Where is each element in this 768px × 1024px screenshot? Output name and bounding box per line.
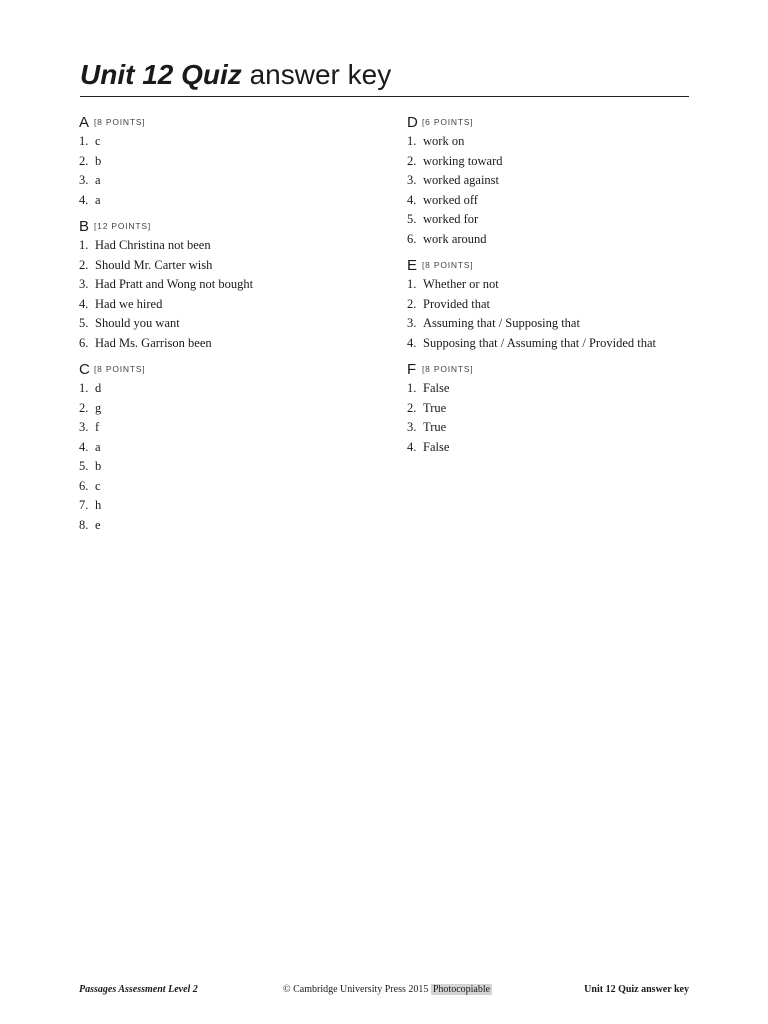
answer-text: True (423, 400, 447, 415)
answer-item (407, 132, 697, 152)
page-title-bold: Unit 12 Quiz (80, 59, 242, 90)
answer-item (79, 418, 379, 438)
answer-number: 6. (79, 335, 89, 350)
answer-item (79, 334, 379, 354)
answer-number: 1. (79, 381, 89, 395)
answer-item (79, 132, 379, 152)
answer-item (407, 418, 697, 438)
answer-text: h (95, 498, 102, 512)
answer-number: 4. (407, 439, 417, 454)
section-b (79, 217, 379, 353)
footer-unit-label: Unit 12 Quiz answer key (584, 984, 689, 995)
answer-list (407, 275, 697, 353)
section-letter: F (407, 361, 417, 378)
answer-number: 3. (407, 420, 417, 434)
answer-number: 7. (79, 498, 89, 512)
answer-text: Provided that (423, 296, 491, 311)
answer-item (79, 171, 379, 191)
answer-item (79, 399, 379, 419)
answer-item (407, 334, 697, 354)
answer-item (79, 256, 379, 276)
answer-text: g (95, 400, 102, 415)
answer-number: 6. (79, 478, 89, 493)
answer-item (407, 379, 697, 399)
answer-text: Supposing that / Assuming that / Provided that (423, 335, 656, 350)
answer-number: 5. (79, 316, 89, 330)
answer-text: f (95, 420, 100, 434)
section-letter: D (407, 114, 418, 131)
answer-number: 3. (407, 173, 417, 187)
answer-text: e (95, 517, 101, 532)
section-points: [8 POINTS] (94, 364, 146, 374)
section-letter: B (79, 218, 90, 235)
answer-item (79, 152, 379, 172)
footer-copyright-text: © Cambridge University Press 2015 (283, 984, 429, 995)
answer-number: 8. (79, 517, 89, 532)
answer-text: False (423, 439, 450, 454)
answer-text: Should you want (95, 316, 180, 330)
answer-text: True (423, 420, 447, 434)
answer-number: 3. (79, 277, 89, 291)
answer-list (79, 379, 379, 535)
answer-item (79, 379, 379, 399)
right-column (407, 113, 697, 464)
answer-item (79, 295, 379, 315)
answer-number: 3. (79, 420, 89, 434)
answer-item (79, 275, 379, 295)
answer-item (407, 230, 697, 250)
answer-item (79, 457, 379, 477)
answer-number: 2. (79, 257, 89, 272)
answer-number: 1. (407, 134, 417, 148)
section-header (79, 360, 379, 379)
answer-number: 2. (79, 153, 89, 168)
footer-book-title: Passages Assessment Level 2 (79, 984, 198, 995)
answer-text: b (95, 459, 102, 473)
answer-text: work around (423, 231, 487, 246)
answer-list (79, 236, 379, 353)
answer-item (79, 516, 379, 536)
answer-item (79, 438, 379, 458)
answer-number: 5. (79, 459, 89, 473)
footer-copyright (283, 982, 492, 998)
answer-item (407, 438, 697, 458)
section-points: [8 POINTS] (94, 117, 146, 127)
answer-text: False (423, 381, 450, 395)
answer-number: 2. (407, 153, 417, 168)
section-header (407, 360, 697, 379)
section-points: [6 POINTS] (422, 117, 474, 127)
answer-item (79, 477, 379, 497)
section-a (79, 113, 379, 210)
answer-text: a (95, 439, 101, 454)
section-points: [8 POINTS] (422, 364, 474, 374)
answer-text: c (95, 478, 101, 493)
answer-number: 2. (79, 400, 89, 415)
answer-number: 4. (79, 296, 89, 311)
section-header (407, 256, 697, 275)
answer-number: 1. (79, 238, 89, 252)
page-title (80, 58, 689, 97)
answer-item (407, 191, 697, 211)
section-points: [12 POINTS] (94, 221, 151, 231)
answer-item (79, 236, 379, 256)
answer-text: worked off (423, 192, 478, 207)
answer-number: 6. (407, 231, 417, 246)
section-header (407, 113, 697, 132)
answer-text: Had Christina not been (95, 238, 211, 252)
answer-item (407, 314, 697, 334)
answer-text: Assuming that / Supposing that (423, 316, 580, 330)
answer-text: a (95, 192, 101, 207)
page-footer (79, 982, 689, 998)
answer-item (79, 191, 379, 211)
section-header (79, 113, 379, 132)
answer-text: working toward (423, 153, 503, 168)
answer-list (407, 379, 697, 457)
answer-text: Should Mr. Carter wish (95, 257, 213, 272)
answer-item (407, 275, 697, 295)
answer-text: a (95, 173, 101, 187)
answer-text: c (95, 134, 101, 148)
answer-number: 4. (407, 335, 417, 350)
section-letter: A (79, 114, 90, 131)
answer-item (407, 152, 697, 172)
answer-text: Had we hired (95, 296, 163, 311)
answer-number: 2. (407, 296, 417, 311)
section-letter: C (79, 361, 90, 378)
answer-item (79, 496, 379, 516)
answer-item (407, 171, 697, 191)
answer-text: Whether or not (423, 277, 499, 291)
answer-number: 5. (407, 212, 417, 226)
answer-number: 1. (407, 381, 417, 395)
answer-text: worked for (423, 212, 479, 226)
section-header (79, 217, 379, 236)
section-points: [8 POINTS] (422, 260, 474, 270)
section-d (407, 113, 697, 249)
answer-item (79, 314, 379, 334)
answer-text: worked against (423, 173, 500, 187)
answer-number: 4. (407, 192, 417, 207)
answer-number: 4. (79, 439, 89, 454)
section-f (407, 360, 697, 457)
answer-text: Had Pratt and Wong not bought (95, 277, 254, 291)
answer-text: work on (423, 134, 465, 148)
answer-number: 3. (407, 316, 417, 330)
answer-number: 2. (407, 400, 417, 415)
answer-number: 1. (407, 277, 417, 291)
left-column (79, 113, 379, 542)
answer-number: 3. (79, 173, 89, 187)
answer-text: d (95, 381, 102, 395)
answer-list (79, 132, 379, 210)
footer-photocopiable-badge: Photocopiable (432, 984, 491, 995)
page-title-rest: answer key (249, 59, 392, 90)
answer-text: b (95, 153, 102, 168)
answer-item (407, 210, 697, 230)
section-c (79, 360, 379, 535)
answer-item (407, 295, 697, 315)
section-letter: E (407, 257, 418, 274)
answer-item (407, 399, 697, 419)
answer-list (407, 132, 697, 249)
answer-text: Had Ms. Garrison been (95, 335, 212, 350)
section-e (407, 256, 697, 353)
answer-number: 4. (79, 192, 89, 207)
answer-number: 1. (79, 134, 89, 148)
